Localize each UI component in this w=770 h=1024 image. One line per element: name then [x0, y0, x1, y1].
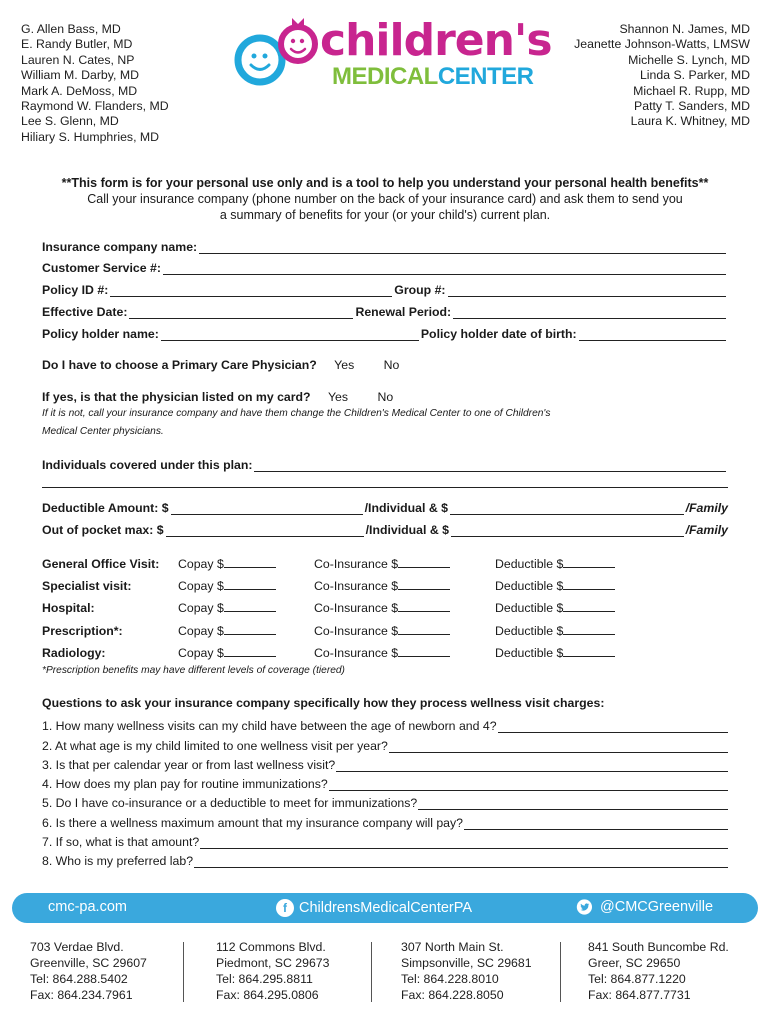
coinsurance-cell [314, 579, 495, 593]
individuals-field-continued[interactable] [42, 487, 728, 488]
question-row [42, 772, 728, 791]
insurance-company-row [42, 238, 728, 254]
office-address [588, 939, 729, 1003]
deductible-cell [495, 601, 635, 615]
coinsurance-field[interactable] [398, 601, 450, 612]
answer-field[interactable] [194, 856, 728, 868]
copay-cell [178, 624, 314, 638]
copay-field[interactable] [224, 646, 276, 657]
copay-label: Copay $ [178, 557, 224, 572]
benefit-name: Hospital: [42, 601, 95, 616]
pcp-question-text: Do I have to choose a Primary Care Physician? [42, 358, 317, 372]
out-of-pocket-family-field[interactable] [451, 525, 684, 537]
facebook-link[interactable] [276, 899, 472, 917]
physician-card-question-text: If yes, is that the physician listed on my card? [42, 390, 311, 404]
policy-holder-row [42, 325, 728, 341]
questions-title: Questions to ask your insurance company specifically how they process wellness visit charges: [42, 696, 605, 710]
insurance-company-label: Insurance company name: [42, 240, 198, 254]
doctor-name: Michelle S. Lynch, MD [628, 52, 750, 67]
question-text: 1. How many wellness visits can my child have between the age of newborn and 4? [42, 719, 497, 734]
coinsurance-field[interactable] [398, 579, 450, 590]
benefit-row [42, 642, 635, 664]
benefit-row [42, 597, 635, 619]
copay-label: Copay $ [178, 645, 224, 660]
renewal-period-label: Renewal Period: [355, 305, 452, 319]
deductible-label: Deductible Amount: $ [42, 501, 169, 515]
intro-instruction-2: a summary of benefits for your (or your child's) current plan. [219, 208, 551, 222]
physician-note-line-2: Medical Center physicians. [42, 426, 164, 437]
deductible-label: Deductible $ [495, 579, 564, 594]
benefit-name: General Office Visit: [42, 557, 160, 572]
question-row [42, 849, 728, 868]
pcp-yes-option[interactable]: Yes [334, 358, 355, 372]
customer-service-row [42, 259, 728, 275]
out-of-pocket-family-label: /Family [685, 523, 728, 537]
benefit-row [42, 553, 635, 575]
physician-note-line-1: If it is not, call your insurance company and have them change the Children's Medical Center to one of Children's [42, 408, 551, 419]
deductible-cell [495, 646, 635, 660]
office-street: 307 North Main St. [401, 940, 504, 954]
insurance-company-field[interactable] [199, 242, 726, 254]
wellness-questions [42, 714, 728, 868]
coinsurance-field[interactable] [398, 624, 450, 635]
deductible-label: Deductible $ [495, 623, 564, 638]
pcp-question [42, 358, 399, 372]
deductible-cell [495, 557, 635, 571]
twitter-text: @CMCGreenville [600, 899, 714, 915]
deductible-cell [495, 579, 635, 593]
answer-field[interactable] [389, 741, 728, 753]
office-tel: Tel: 864.288.5402 [30, 972, 128, 986]
effective-date-field[interactable] [129, 307, 353, 319]
doctor-name: Linda S. Parker, MD [639, 68, 750, 83]
policy-id-label: Policy ID #: [42, 283, 109, 297]
physician-card-question [42, 390, 393, 404]
effective-renewal-row [42, 303, 728, 319]
deductible-field[interactable] [563, 557, 615, 568]
individuals-field[interactable] [254, 460, 726, 472]
facebook-text: ChildrensMedicalCenterPA [299, 900, 473, 916]
doctor-name: Hiliary S. Humphries, MD [21, 129, 160, 144]
customer-service-label: Customer Service #: [42, 261, 161, 275]
effective-date-label: Effective Date: [42, 305, 128, 319]
benefit-name: Radiology: [42, 645, 106, 660]
customer-service-field[interactable] [163, 263, 726, 275]
doctor-name: Raymond W. Flanders, MD [21, 99, 169, 114]
question-row [42, 733, 728, 752]
office-address [216, 939, 329, 1003]
coinsurance-cell [314, 557, 495, 571]
group-label: Group #: [394, 283, 446, 297]
out-of-pocket-individual-label: /Individual & $ [365, 523, 449, 537]
copay-label: Copay $ [178, 623, 224, 638]
office-address [401, 939, 532, 1003]
question-row [42, 791, 728, 810]
doctor-name: G. Allen Bass, MD [21, 22, 121, 36]
answer-field[interactable] [200, 837, 728, 849]
answer-field[interactable] [336, 760, 728, 772]
doctor-name: Jeanette Johnson-Watts, LMSW [574, 37, 750, 52]
copay-cell [178, 557, 314, 571]
physician-card-no-option[interactable]: No [377, 390, 394, 404]
office-street: 703 Verdae Blvd. [30, 940, 124, 954]
copay-field[interactable] [224, 601, 276, 612]
question-text: 6. Is there a wellness maximum amount that my insurance company will pay? [42, 815, 464, 830]
logo-wordmark: children's [320, 15, 552, 66]
policy-group-row [42, 281, 728, 297]
answer-field[interactable] [329, 779, 728, 791]
answer-field[interactable] [418, 798, 728, 810]
question-row [42, 714, 728, 733]
deductible-family-label: /Family [685, 501, 728, 515]
coinsurance-label: Co-Insurance $ [314, 579, 399, 594]
deductible-label: Deductible $ [495, 557, 564, 572]
benefit-row [42, 575, 635, 597]
coinsurance-field[interactable] [398, 646, 450, 657]
prescription-note: *Prescription benefits may have different levels of coverage (tiered) [42, 665, 345, 676]
address-divider [371, 942, 372, 1002]
question-text: 4. How does my plan pay for routine immunizations? [42, 777, 328, 792]
coinsurance-label: Co-Insurance $ [314, 557, 399, 572]
doctor-name: Michael R. Rupp, MD [633, 83, 750, 98]
deductible-row [42, 499, 728, 515]
copay-cell [178, 601, 314, 615]
intro-text [40, 175, 730, 223]
coinsurance-cell [314, 624, 495, 638]
office-tel: Tel: 864.877.1220 [588, 972, 686, 986]
deductible-field[interactable] [563, 601, 615, 612]
childrens-medical-center-logo [232, 14, 552, 94]
question-row [42, 830, 728, 849]
copay-field[interactable] [224, 579, 276, 590]
deductible-label: Deductible $ [495, 645, 564, 660]
intro-instruction-1: Call your insurance company (phone number on the back of your insurance card) and ask them to send you [87, 192, 683, 206]
doctor-name: Lee S. Glenn, MD [21, 114, 119, 129]
office-fax: Fax: 864.228.8050 [401, 988, 504, 1002]
copay-label: Copay $ [178, 579, 224, 594]
deductible-individual-label: /Individual & $ [364, 501, 448, 515]
individuals-row [42, 456, 728, 472]
office-fax: Fax: 864.234.7961 [30, 988, 133, 1002]
office-fax: Fax: 864.877.7731 [588, 988, 691, 1002]
deductible-field[interactable] [563, 624, 615, 635]
doctor-name: Mark A. DeMoss, MD [21, 83, 138, 98]
coinsurance-cell [314, 601, 495, 615]
website-link[interactable] [48, 899, 127, 915]
logo-medical: MEDICAL [332, 63, 438, 90]
office-city: Simpsonville, SC 29681 [401, 956, 532, 970]
deductible-family-field[interactable] [450, 503, 684, 515]
coinsurance-label: Co-Insurance $ [314, 623, 399, 638]
policy-holder-dob-field[interactable] [579, 329, 726, 341]
doctor-name: Laura K. Whitney, MD [630, 114, 750, 129]
address-divider [560, 942, 561, 1002]
office-city: Greenville, SC 29607 [30, 956, 147, 970]
question-text: 2. At what age is my child limited to one wellness visit per year? [42, 738, 388, 753]
facebook-icon: f [276, 899, 294, 917]
copay-cell [178, 579, 314, 593]
answer-field[interactable] [464, 818, 728, 830]
doctor-name: E. Randy Butler, MD [21, 37, 133, 52]
logo-center: CENTER [437, 63, 534, 90]
twitter-link[interactable] [576, 899, 713, 915]
address-divider [183, 942, 184, 1002]
doctor-list-right [574, 22, 750, 130]
doctor-list-left [21, 22, 169, 145]
doctor-name: Lauren N. Cates, NP [21, 52, 135, 67]
copay-cell [178, 646, 314, 660]
individuals-label: Individuals covered under this plan: [42, 458, 253, 472]
copay-field[interactable] [224, 557, 276, 568]
policy-holder-name-label: Policy holder name: [42, 327, 159, 341]
office-tel: Tel: 864.228.8010 [401, 972, 499, 986]
benefit-row [42, 620, 635, 642]
deductible-field[interactable] [563, 646, 615, 657]
benefits-table [42, 553, 635, 664]
question-text: 8. Who is my preferred lab? [42, 854, 194, 869]
coinsurance-field[interactable] [398, 557, 450, 568]
pcp-no-option[interactable]: No [383, 358, 400, 372]
deductible-field[interactable] [563, 579, 615, 590]
benefit-name: Prescription*: [42, 623, 123, 638]
answer-field[interactable] [498, 721, 728, 733]
copay-field[interactable] [224, 624, 276, 635]
twitter-icon [576, 899, 596, 915]
office-city: Piedmont, SC 29673 [216, 956, 330, 970]
smiley-faces-icon [232, 14, 322, 94]
office-address [30, 939, 147, 1003]
benefit-name: Specialist visit: [42, 579, 132, 594]
out-of-pocket-individual-field[interactable] [166, 525, 364, 537]
intro-disclaimer: **This form is for your personal use only and is a tool to help you understand your personal health benefits** [61, 176, 709, 190]
website-text: cmc-pa.com [48, 899, 127, 915]
footer-contact-bar [12, 893, 758, 923]
question-text: 3. Is that per calendar year or from last wellness visit? [42, 757, 336, 772]
deductible-individual-field[interactable] [171, 503, 363, 515]
doctor-name: William M. Darby, MD [21, 68, 139, 83]
group-field[interactable] [448, 285, 726, 297]
renewal-period-field[interactable] [453, 307, 726, 319]
deductible-label: Deductible $ [495, 601, 564, 616]
coinsurance-cell [314, 646, 495, 660]
copay-label: Copay $ [178, 601, 224, 616]
policy-holder-name-field[interactable] [161, 329, 419, 341]
deductible-cell [495, 624, 635, 638]
physician-card-yes-option[interactable]: Yes [327, 390, 349, 404]
policy-holder-dob-label: Policy holder date of birth: [420, 327, 577, 341]
out-of-pocket-row [42, 521, 728, 537]
question-text: 5. Do I have co-insurance or a deductible to meet for immunizations? [42, 796, 418, 811]
office-street: 841 South Buncombe Rd. [588, 940, 729, 954]
logo-subtitle [332, 64, 534, 90]
policy-id-field[interactable] [110, 285, 392, 297]
physician-note [42, 405, 642, 441]
out-of-pocket-label: Out of pocket max: $ [42, 523, 164, 537]
doctor-name: Shannon N. James, MD [619, 22, 750, 36]
office-tel: Tel: 864.295.8811 [216, 972, 313, 986]
doctor-name: Patty T. Sanders, MD [634, 99, 750, 114]
coinsurance-label: Co-Insurance $ [314, 601, 399, 616]
question-text: 7. If so, what is that amount? [42, 835, 200, 850]
office-city: Greer, SC 29650 [588, 956, 681, 970]
office-fax: Fax: 864.295.0806 [216, 988, 319, 1002]
coinsurance-label: Co-Insurance $ [314, 645, 399, 660]
question-row [42, 753, 728, 772]
question-row [42, 810, 728, 829]
office-street: 112 Commons Blvd. [216, 940, 326, 954]
